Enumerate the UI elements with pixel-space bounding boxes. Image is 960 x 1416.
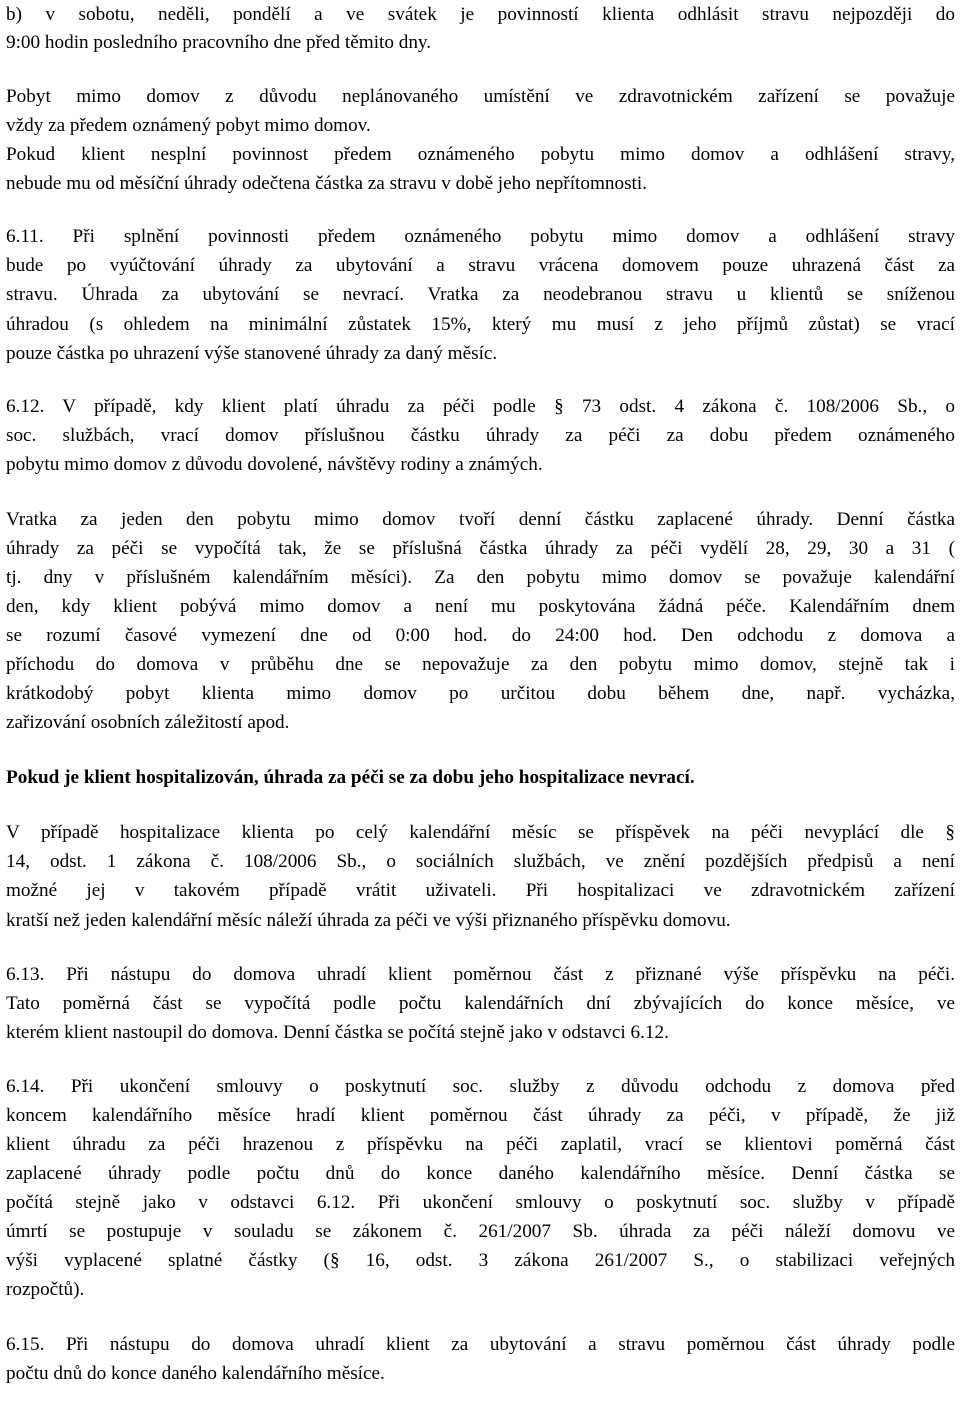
paragraph-line: 6.15. Při nástupu do domova uhradí klient za ubytování a stravu poměrnou část úhrady podle (6, 1334, 955, 1355)
paragraph-line: kratší než jeden kalendářní měsíc náleží úhrada za péči ve výši přiznaného příspěvku domovu. (6, 910, 731, 931)
paragraph-line: V případě hospitalizace klienta po celý kalendářní měsíc se příspěvek na péči nevyplácí dle § (6, 822, 955, 843)
paragraph-line: 9:00 hodin posledního pracovního dne před těmito dny. (6, 32, 432, 53)
paragraph-line: Vratka za jeden den pobytu mimo domov tvoří denní částku zaplacené úhrady. Denní částka (6, 509, 955, 530)
paragraph-line: rozpočtů). (6, 1279, 85, 1300)
paragraph-line: možné jej v takovém případě vrátit uživateli. Při hospitalizaci ve zdravotnickém zařízení (6, 880, 955, 901)
paragraph-line: 14, odst. 1 zákona č. 108/2006 Sb., o sociálních službách, ve znění pozdějších předpisů a není (6, 851, 955, 872)
paragraph-line: úhradou (s ohledem na minimální zůstatek 15%, který mu musí z jeho příjmů zůstat) se vrací (6, 314, 955, 335)
paragraph-line: výši vyplacené splatné částky (§ 16, odst. 3 zákona 261/2007 S., o stabilizaci veřejných (6, 1250, 955, 1271)
paragraph-line: b) v sobotu, neděli, pondělí a ve svátek je povinností klienta odhlásit stravu nejpozději do (6, 4, 955, 25)
paragraph-line: soc. službách, vrací domov příslušnou částku úhrady za péči za dobu předem oznámeného (6, 425, 955, 446)
bold-paragraph-line: Pokud je klient hospitalizován, úhrada za péči se za dobu jeho hospitalizace nevrací. (6, 767, 695, 788)
paragraph-line: 6.12. V případě, kdy klient platí úhradu za péči podle § 73 odst. 4 zákona č. 108/2006 Sb., o (6, 396, 955, 417)
paragraph-line: Pokud klient nesplní povinnost předem oznámeného pobytu mimo domov a odhlášení stravy, (6, 144, 955, 165)
paragraph-line: kterém klient nastoupil do domova. Denní částka se počítá stejně jako v odstavci 6.12. (6, 1022, 669, 1043)
paragraph-line: vždy za předem oznámený pobyt mimo domov. (6, 115, 371, 136)
paragraph-line: zařizování osobních záležitostí apod. (6, 712, 290, 733)
paragraph-line: se rozumí časové vymezení dne od 0:00 hod. do 24:00 hod. Den odchodu z domova a (6, 625, 955, 646)
paragraph-line: krátkodobý pobyt klienta mimo domov po určitou dobu během dne, např. vycházka, (6, 683, 955, 704)
paragraph-line: stravu. Úhrada za ubytování se nevrací. Vratka za neodebranou stravu u klientů se sníženou (6, 284, 955, 305)
paragraph-line: den, kdy klient pobývá mimo domov a není mu poskytována žádná péče. Kalendářním dnem (6, 596, 955, 617)
paragraph-line: úmrtí se postupuje v souladu se zákonem č. 261/2007 Sb. úhrada za péči náleží domovu ve (6, 1221, 955, 1242)
paragraph-line: příchodu do domova v průběhu dne se nepovažuje za den pobytu mimo domov, stejně tak i (6, 654, 955, 675)
paragraph-line: 6.13. Při nástupu do domova uhradí klient poměrnou část z přiznané výše příspěvku na péči. (6, 964, 955, 985)
paragraph-line: počítá stejně jako v odstavci 6.12. Při ukončení smlouvy o poskytnutí soc. služby v případě (6, 1192, 955, 1213)
paragraph-line: nebude mu od měsíční úhrady odečtena částka za stravu v době jeho nepřítomnosti. (6, 173, 647, 194)
paragraph-line: počtu dnů do konce daného kalendářního měsíce. (6, 1363, 385, 1384)
paragraph-line: 6.14. Při ukončení smlouvy o poskytnutí soc. služby z důvodu odchodu z domova před (6, 1076, 955, 1097)
paragraph-line: pobytu mimo domov z důvodu dovolené, návštěvy rodiny a známých. (6, 454, 543, 475)
paragraph-line: pouze částka po uhrazení výše stanovené úhrady za daný měsíc. (6, 343, 498, 364)
paragraph-line: bude po vyúčtování úhrady za ubytování a stravu vrácena domovem pouze uhrazená část za (6, 255, 955, 276)
paragraph-line: Pobyt mimo domov z důvodu neplánovaného umístění ve zdravotnickém zařízení se považuje (6, 86, 955, 107)
paragraph-line: 6.11. Při splnění povinnosti předem oznámeného pobytu mimo domov a odhlášení stravy (6, 226, 955, 247)
paragraph-line: Tato poměrná část se vypočítá podle počtu kalendářních dní zbývajících do konce měsíce, ve (6, 993, 955, 1014)
paragraph-line: koncem kalendářního měsíce hradí klient poměrnou část úhrady za péči, v případě, že již (6, 1105, 955, 1126)
paragraph-line: klient úhradu za péči hrazenou z příspěvku na péči zaplatil, vrací se klientovi poměrná část (6, 1134, 955, 1155)
paragraph-line: úhrady za péči se vypočítá tak, že se příslušná částka úhrady za péči vydělí 28, 29, 30 a 31 ( (6, 538, 955, 559)
paragraph-line: tj. dny v příslušném kalendářním měsíci). Za den pobytu mimo domov se považuje kalendářní (6, 567, 955, 588)
paragraph-line: zaplacené úhrady podle počtu dnů do konce daného kalendářního měsíce. Denní částka se (6, 1163, 955, 1184)
